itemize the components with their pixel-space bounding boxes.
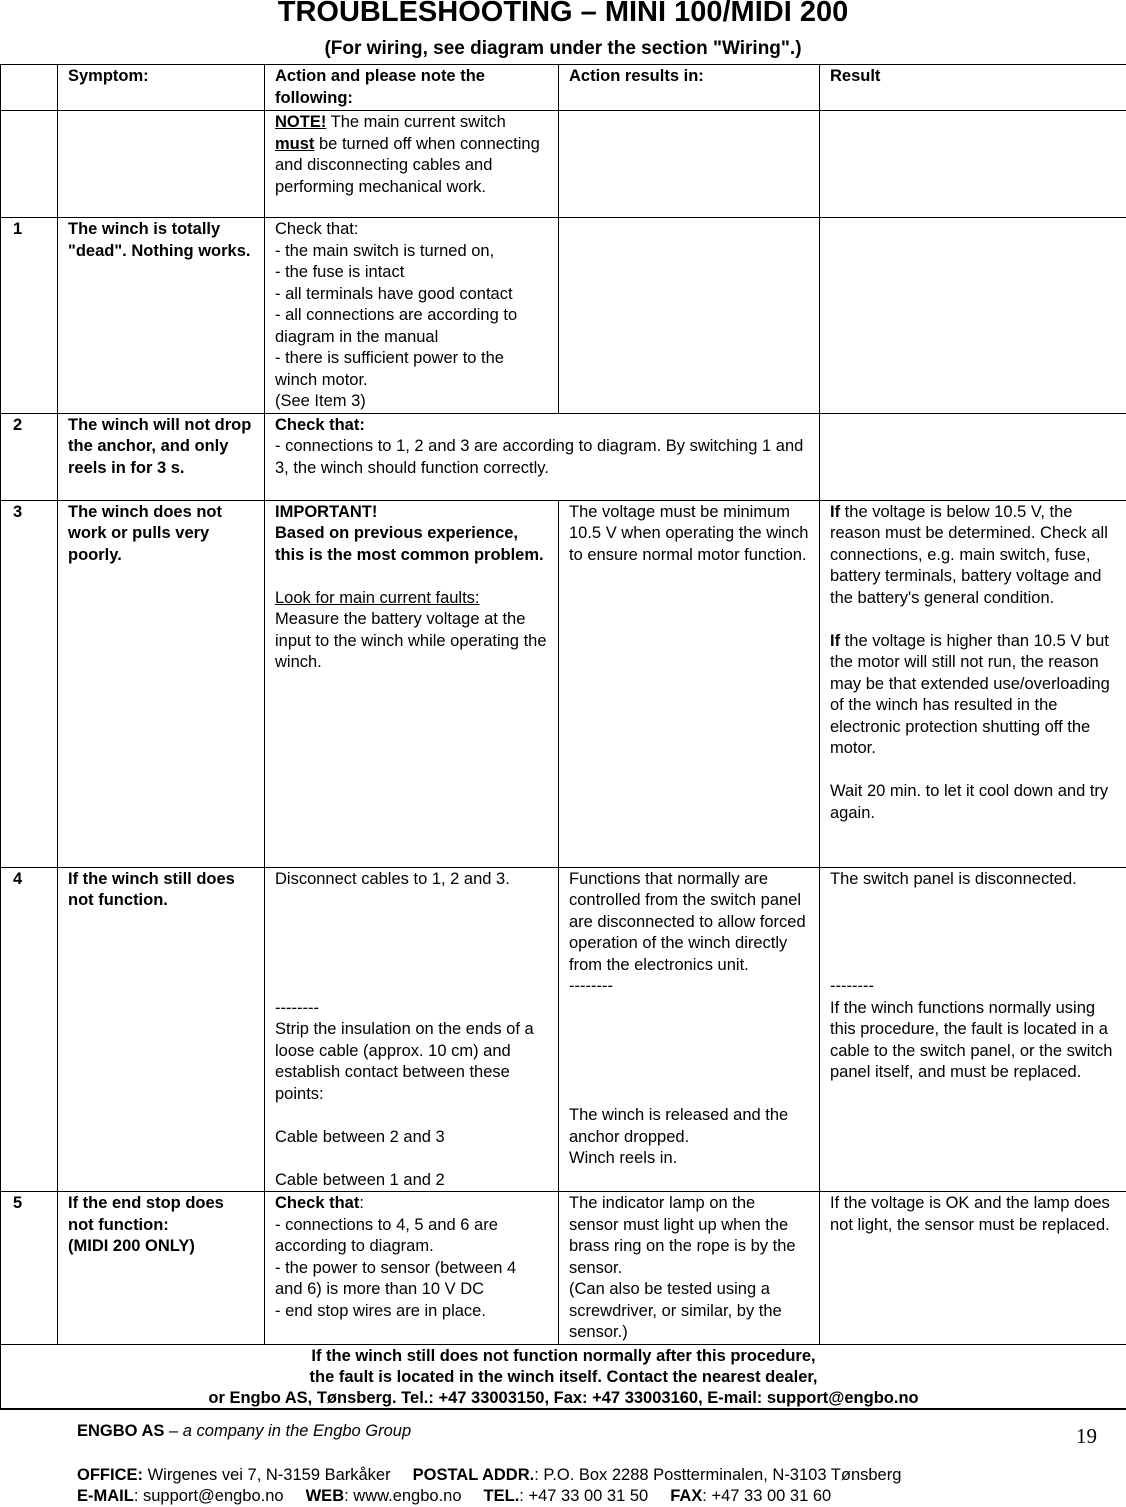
header-result: Result — [820, 65, 1126, 111]
footer-company: ENGBO AS – a company in the Engbo Group — [77, 1422, 412, 1440]
table-row-3 — [1, 500, 1126, 867]
symptom-cell: The winch does not work or pulls very poorly. — [58, 500, 265, 867]
action-cell: Check that: - connections to 4, 5 and 6 are according to diagram. - the power to sensor (between 4 and 6) is more than 10 V DC - end stop wires are in place. — [265, 1192, 559, 1345]
troubleshooting-table — [0, 64, 1126, 1410]
results-in-cell: Functions that normally are controlled from the switch panel are disconnected to allow forced operation of the winch directly from the electronics unit. -------- The winch is released and the anchor dropped. Winch reels in. — [559, 867, 820, 1192]
row-number: 1 — [1, 218, 58, 414]
symptom-cell: The winch is totally "dead". Nothing works. — [58, 218, 265, 414]
action-cell: Disconnect cables to 1, 2 and 3. -------- Strip the insulation on the ends of a loose cable (approx. 10 cm) and establish contact between these points: Cable between 2 and 3 Cable between 1 and 2 — [265, 867, 559, 1192]
page-subtitle: (For wiring, see diagram under the section "Wiring".) — [324, 38, 802, 59]
header-action: Action and please note the following: — [265, 65, 559, 111]
table-header-row — [1, 65, 1126, 111]
note-cell: NOTE! The main current switch must be turned off when connecting and disconnecting cables and performing mechanical work. — [265, 111, 559, 218]
header-number-cell — [1, 65, 58, 111]
symptom-cell: The winch will not drop the anchor, and only reels in for 3 s. — [58, 413, 265, 500]
footer-contact-line: E-MAIL: support@engbo.no WEB: www.engbo.no TEL.: +47 33 00 31 50 FAX: +47 33 00 31 60 — [77, 1487, 832, 1505]
note-row — [1, 111, 1126, 218]
result-cell: If the voltage is below 10.5 V, the reason must be determined. Check all connections, e.g. main switch, fuse, battery terminals, battery voltage and the battery's general condition. If the voltage is higher than 10.5 V but the motor will still not run, the reason may be that extended use/overloading of the winch has resulted in the electronic protection shutting off the motor. Wait 20 min. to let it cool down and try again. — [820, 500, 1126, 867]
result-cell: The switch panel is disconnected. -------- If the winch functions normally using this procedure, the fault is located in a cable to the switch panel, or the switch panel itself, and must be replaced. — [820, 867, 1126, 1192]
row-number: 5 — [1, 1192, 58, 1345]
results-in-cell: The indicator lamp on the sensor must light up when the brass ring on the rope is by the sensor. (Can also be tested using a screwdriver, or similar, by the sensor.) — [559, 1192, 820, 1345]
table-row-2 — [1, 413, 1126, 500]
footer-divider — [0, 1408, 1126, 1410]
note-label: NOTE! — [275, 113, 327, 131]
action-cell: Check that: - the main switch is turned on, - the fuse is intact - all terminals have good contact - all connections are according to diagram in the manual - there is sufficient power to the winch motor. (See Item 3) — [265, 218, 559, 414]
row-number: 4 — [1, 867, 58, 1192]
table-row-4 — [1, 867, 1126, 1192]
table-row-1 — [1, 218, 1126, 414]
action-cell: Check that: - connections to 1, 2 and 3 are according to diagram. By switching 1 and 3, the winch should function correctly. — [265, 413, 820, 500]
result-cell: If the voltage is OK and the lamp does not light, the sensor must be replaced. — [820, 1192, 1126, 1345]
note-must: must — [275, 134, 315, 153]
page-number: 19 — [1076, 1424, 1097, 1448]
row-number: 2 — [1, 413, 58, 500]
results-in-cell: The voltage must be minimum 10.5 V when operating the winch to ensure normal motor function. — [559, 500, 820, 867]
header-symptom: Symptom: — [58, 65, 265, 111]
table-row-5 — [1, 1192, 1126, 1345]
symptom-cell: If the winch still does not function. — [58, 867, 265, 1192]
header-results-in: Action results in: — [559, 65, 820, 111]
action-cell: IMPORTANT! Based on previous experience, this is the most common problem. Look for main current faults: Measure the battery voltage at the input to the winch while operating the winch. — [265, 500, 559, 867]
table-footer-row — [1, 1344, 1126, 1409]
table-footer-cell: If the winch still does not function normally after this procedure, the fault is located in the winch itself. Contact the nearest dealer, or Engbo AS, Tønsberg. Tel.: +47 33003150, Fax: +47 33003160, E-mail: support@engbo.no — [1, 1344, 1126, 1409]
footer-address-line: OFFICE: Wirgenes vei 7, N-3159 Barkåker POSTAL ADDR.: P.O. Box 2288 Postterminalen, N-3103 Tønsberg — [77, 1466, 902, 1484]
row-number: 3 — [1, 500, 58, 867]
page-title: TROUBLESHOOTING – MINI 100/MIDI 200 — [277, 0, 849, 28]
symptom-cell: If the end stop does not function: (MIDI 200 ONLY) — [58, 1192, 265, 1345]
